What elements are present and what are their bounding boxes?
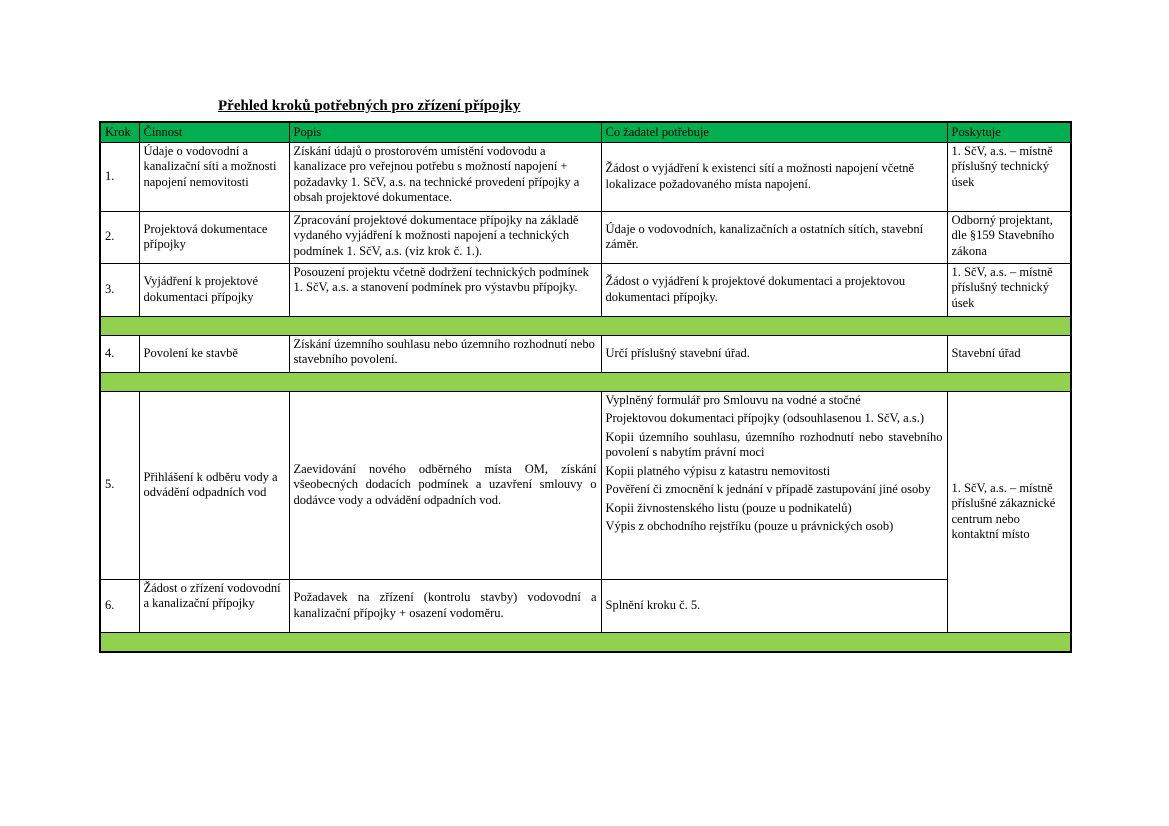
step-activity: Povolení ke stavbě xyxy=(139,335,289,372)
table-row xyxy=(100,142,1071,211)
step-provider: Odborný projektant, dle §159 Stavebního zákona xyxy=(947,211,1071,263)
step-activity: Žádost o zřízení vodovodní a kanalizační přípojky xyxy=(139,579,289,632)
step-description: Požadavek na zřízení (kontrolu stavby) vodovodní a kanalizační přípojky + osazení vodoměru. xyxy=(289,579,601,632)
step-requirements-list xyxy=(601,391,947,579)
step-number: 5. xyxy=(100,391,139,579)
separator-cell xyxy=(100,372,1071,391)
requirement-item: Výpis z obchodního rejstříku (pouze u právnických osob) xyxy=(605,519,894,533)
step-number: 6. xyxy=(100,579,139,632)
separator-cell xyxy=(100,632,1071,652)
step-provider: 1. SčV, a.s. – místně příslušný technický úsek xyxy=(947,263,1071,316)
requirement-item: Kopii platného výpisu z katastru nemovitosti xyxy=(605,463,831,478)
table-row xyxy=(100,579,1071,632)
separator-row xyxy=(100,372,1071,391)
table-row xyxy=(100,335,1071,372)
step-number: 3. xyxy=(100,263,139,316)
step-provider: Stavební úřad xyxy=(947,335,1071,372)
step-provider: 1. SčV, a.s. – místně příslušné zákaznické centrum nebo kontaktní místo xyxy=(947,391,1071,632)
separator-row xyxy=(100,632,1071,652)
step-activity: Údaje o vodovodní a kanalizační síti a možnosti napojení nemovitosti xyxy=(139,142,289,211)
steps-table xyxy=(99,121,1072,653)
table-row xyxy=(100,211,1071,263)
step-description: Posouzení projektu včetně dodržení technických podmínek 1. SčV, a.s. a stanovení podmínek pro výstavbu přípojky. xyxy=(289,263,601,316)
step-description: Získání údajů o prostorovém umístění vodovodu a kanalizace pro veřejnou potřebu s možností napojení + požadavky 1. SčV, a.s. na technické provedení přípojky a obsah projektové dokumentace. xyxy=(289,142,601,211)
step-requirements: Žádost o vyjádření k projektové dokumentaci a projektovou dokumentaci přípojky. xyxy=(601,263,947,316)
step-number: 2. xyxy=(100,211,139,263)
step-description: Zaevidování nového odběrného místa OM, získání všeobecných dodacích podmínek a uzavření smlouvy o dodávce vody a odvádění odpadních vod. xyxy=(289,391,601,579)
header-krok: Krok xyxy=(100,122,139,142)
step-number: 1. xyxy=(100,142,139,211)
header-poskytuje: Poskytuje xyxy=(947,122,1071,142)
table-row xyxy=(100,263,1071,316)
step-description: Získání územního souhlasu nebo územního rozhodnutí nebo stavebního povolení. xyxy=(289,335,601,372)
page-title: Přehled kroků potřebných pro zřízení přípojky xyxy=(218,98,521,114)
step-number: 4. xyxy=(100,335,139,372)
separator-row xyxy=(100,316,1071,335)
step-requirements: Údaje o vodovodních, kanalizačních a ostatních sítích, stavební záměr. xyxy=(601,211,947,263)
separator-cell xyxy=(100,316,1071,335)
step-description: Zpracování projektové dokumentace přípojky na základě vydaného vyjádření k možnosti napojení a technických podmínek 1. SčV, a.s. (viz krok č. 1.). xyxy=(289,211,601,263)
table-row xyxy=(100,391,1071,579)
header-popis: Popis xyxy=(289,122,601,142)
step-activity: Přihlášení k odběru vody a odvádění odpadních vod xyxy=(139,391,289,579)
requirement-item: Projektovou dokumentaci přípojky (odsouhlasenou 1. SčV, a.s.) xyxy=(605,411,924,425)
requirement-item: Kopii územního souhlasu, územního rozhodnutí nebo stavebního povolení s nabytím právní moci xyxy=(605,429,943,459)
requirement-item: Kopii živnostenského listu (pouze u podnikatelů) xyxy=(605,500,852,515)
header-potrebuje: Co žadatel potřebuje xyxy=(601,122,947,142)
table-header-row xyxy=(100,122,1071,142)
step-provider: 1. SčV, a.s. – místně příslušný technický úsek xyxy=(947,142,1071,211)
step-activity: Projektová dokumentace přípojky xyxy=(139,211,289,263)
requirement-item: Pověření či zmocnění k jednání v případě zastupování jiné osoby xyxy=(605,482,931,496)
step-requirements: Žádost o vyjádření k existenci sítí a možnosti napojení včetně lokalizace požadovaného místa napojení. xyxy=(601,142,947,211)
step-activity: Vyjádření k projektové dokumentaci přípojky xyxy=(139,263,289,316)
step-requirements: Splnění kroku č. 5. xyxy=(601,579,947,632)
requirement-item: Vyplněný formulář pro Smlouvu na vodné a stočné xyxy=(605,392,861,407)
step-requirements: Určí příslušný stavební úřad. xyxy=(601,335,947,372)
header-cinnost: Činnost xyxy=(139,122,289,142)
